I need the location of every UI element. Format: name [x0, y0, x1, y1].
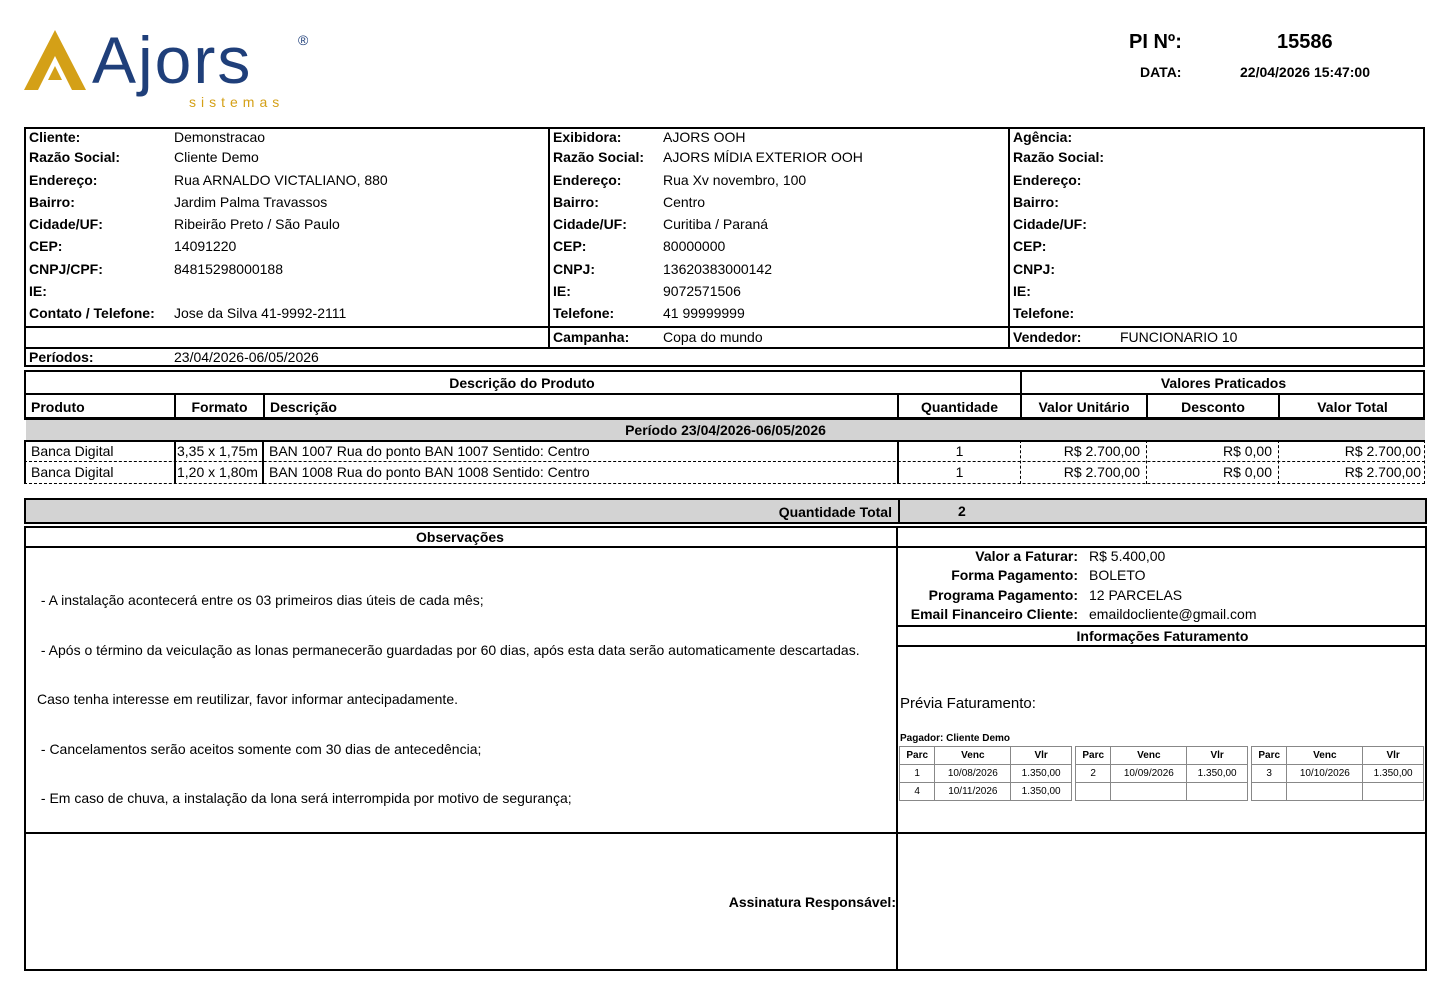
cliente-cnpj-value: 84815298000188: [174, 261, 284, 277]
section-valores-praticados: Valores Praticados: [1160, 375, 1287, 391]
exibidora-razao-label: Razão Social:: [553, 149, 645, 165]
parcela-row: [1076, 765, 1248, 783]
item-descricao: BAN 1008 Rua do ponto BAN 1008 Sentido: Centro: [269, 464, 590, 480]
observacao-line: - Cancelamentos serão aceitos somente com 30 dias de antecedência;: [37, 740, 482, 757]
campanha-label: Campanha:: [553, 329, 630, 345]
parcela-row: [1252, 765, 1424, 783]
agencia-telefone-label: Telefone:: [1013, 305, 1075, 321]
divider: [263, 395, 265, 419]
cliente-endereco-label: Endereço:: [29, 172, 98, 188]
observacao-line: - A instalação acontecerá entre os 03 primeiros dias úteis de cada mês;: [37, 592, 484, 608]
item-quantidade: 1: [955, 464, 964, 480]
item-formato: 3,35 x 1,75m: [177, 443, 258, 459]
cliente-value: Demonstracao: [174, 129, 266, 145]
divider: [24, 440, 26, 484]
venc-header: Venc: [1287, 747, 1363, 765]
parcelas-table-1: [899, 746, 1072, 801]
divider: [24, 461, 1425, 462]
previa-faturamento-label: Prévia Faturamento:: [900, 695, 1036, 712]
divider: [898, 498, 900, 524]
parc-venc: 10/11/2026: [935, 783, 1011, 801]
pi-number: 15586: [1277, 31, 1333, 53]
observacao-line: Caso tenha interesse em reutilizar, favor informar antecipadamente.: [37, 691, 458, 707]
vlr-header: Vlr: [1011, 747, 1072, 765]
agencia-cnpj-label: CNPJ:: [1013, 261, 1056, 277]
divider: [1020, 440, 1021, 484]
campanha-value: Copa do mundo: [663, 329, 763, 345]
exibidora-telefone-value: 41 99999999: [663, 305, 745, 321]
divider: [548, 127, 550, 348]
parcelas-table-2: [1075, 746, 1248, 801]
parc-header: Parc: [1252, 747, 1287, 765]
email-financeiro-value: emaildocliente@gmail.com: [1089, 606, 1257, 622]
cliente-cnpj-label: CNPJ/CPF:: [29, 261, 103, 277]
exibidora-razao-value: AJORS MÍDIA EXTERIOR OOH: [663, 149, 863, 165]
exibidora-cep-label: CEP:: [553, 238, 587, 254]
parc-number: 4: [900, 783, 935, 801]
item-valor-total: R$ 2.700,00: [1344, 464, 1421, 480]
logo: [22, 23, 322, 116]
observacao-line: - Após o término da veiculação as lonas permanecerão guardadas por 60 dias, após esta data serão automaticamente descartadas.: [37, 641, 860, 658]
exibidora-bairro-value: Centro: [663, 194, 706, 210]
col-descricao: Descrição: [270, 399, 337, 415]
parc-vlr: 1.350,00: [1363, 765, 1424, 783]
valor-faturar-value: R$ 5.400,00: [1089, 548, 1166, 564]
divider: [24, 326, 1425, 328]
periodos-label: Períodos:: [29, 349, 94, 365]
parcela-row: [900, 783, 1072, 801]
divider: [262, 440, 264, 484]
item-desconto: R$ 0,00: [1222, 464, 1272, 480]
exibidora-endereco-label: Endereço:: [553, 172, 622, 188]
quantidade-total-label: Quantidade Total: [778, 504, 892, 520]
item-descricao: BAN 1007 Rua do ponto BAN 1007 Sentido: Centro: [269, 443, 590, 459]
col-valor-total: Valor Total: [1317, 399, 1388, 415]
quantidade-total-value: 2: [958, 503, 966, 519]
logo-registered: ®: [298, 32, 309, 48]
parc-venc: 10/08/2026: [935, 765, 1011, 783]
forma-pagamento-value: BOLETO: [1089, 567, 1146, 583]
parc-number: 3: [1252, 765, 1287, 783]
cliente-cep-value: 14091220: [174, 238, 237, 254]
agencia-endereco-label: Endereço:: [1013, 172, 1082, 188]
periodo-header-row: Período 23/04/2026-06/05/2026: [26, 420, 1425, 442]
periodos-value: 23/04/2026-06/05/2026: [174, 349, 319, 365]
parcela-row: [1076, 783, 1248, 801]
divider: [24, 393, 1425, 395]
vendedor-label: Vendedor:: [1013, 329, 1082, 345]
email-financeiro-label: Email Financeiro Cliente:: [910, 606, 1078, 622]
agencia-cep-label: CEP:: [1013, 238, 1047, 254]
parc-number: 1: [900, 765, 935, 783]
logo-mark-icon: [22, 28, 88, 94]
parcela-row: [1252, 783, 1424, 801]
assinatura-label: Assinatura Responsável:: [728, 894, 896, 910]
venc-header: Venc: [935, 747, 1011, 765]
exibidora-value: AJORS OOH: [663, 129, 746, 145]
divider: [174, 440, 176, 484]
cliente-bairro-value: Jardim Palma Travassos: [174, 194, 328, 210]
exibidora-label: Exibidora:: [553, 129, 622, 145]
agencia-razao-label: Razão Social:: [1013, 149, 1105, 165]
forma-pagamento-label: Forma Pagamento:: [951, 567, 1078, 583]
agencia-ie-label: IE:: [1013, 283, 1031, 299]
exibidora-cnpj-label: CNPJ:: [553, 261, 596, 277]
exibidora-cidade-label: Cidade/UF:: [553, 216, 627, 232]
cliente-razao-label: Razão Social:: [29, 149, 121, 165]
cliente-ie-label: IE:: [29, 283, 47, 299]
parc-vlr: 1.350,00: [1011, 765, 1072, 783]
logo-text: Ajors: [92, 23, 253, 97]
cliente-cep-label: CEP:: [29, 238, 63, 254]
venc-header: Venc: [1111, 747, 1187, 765]
valor-faturar-label: Valor a Faturar:: [975, 548, 1078, 564]
observacoes-text: [37, 559, 860, 823]
data-label: DATA:: [1140, 64, 1182, 80]
logo-subtext: sistemas: [189, 94, 285, 110]
agencia-label: Agência:: [1013, 129, 1073, 145]
parcela-row: [900, 765, 1072, 783]
exibidora-ie-label: IE:: [553, 283, 571, 299]
vlr-header: Vlr: [1187, 747, 1248, 765]
col-desconto: Desconto: [1181, 399, 1245, 415]
informacoes-faturamento-title: Informações Faturamento: [1076, 628, 1249, 644]
item-produto: Banca Digital: [31, 443, 114, 459]
item-valor-total: R$ 2.700,00: [1344, 443, 1421, 459]
parc-venc: 10/09/2026: [1111, 765, 1187, 783]
divider: [1146, 440, 1147, 484]
item-formato: 1,20 x 1,80m: [177, 464, 258, 480]
cliente-cidade-value: Ribeirão Preto / São Paulo: [174, 216, 340, 232]
divider: [1424, 440, 1425, 484]
divider: [24, 546, 1427, 548]
observacao-line: - Em caso de chuva, a instalação da lona será interrompida por motivo de segurança;: [37, 790, 572, 806]
divider: [1008, 127, 1010, 348]
item-desconto: R$ 0,00: [1222, 443, 1272, 459]
parc-venc: 10/10/2026: [1287, 765, 1363, 783]
cliente-razao-value: Cliente Demo: [174, 149, 259, 165]
item-valor-unitario: R$ 2.700,00: [1063, 464, 1140, 480]
divider: [896, 625, 1427, 627]
cliente-contato-value: Jose da Silva 41-9992-2111: [174, 305, 347, 321]
programa-pagamento-label: Programa Pagamento:: [928, 587, 1078, 603]
exibidora-cidade-value: Curitiba / Paraná: [663, 216, 769, 232]
programa-pagamento-value: 12 PARCELAS: [1089, 587, 1183, 603]
col-quantidade: Quantidade: [920, 399, 998, 415]
section-descricao-produto: Descrição do Produto: [449, 375, 595, 391]
parc-header: Parc: [1076, 747, 1111, 765]
observacoes-title: Observações: [416, 529, 504, 545]
exibidora-ie-value: 9072571506: [663, 283, 741, 299]
divider: [24, 832, 1427, 834]
exibidora-bairro-label: Bairro:: [553, 194, 599, 210]
vlr-header: Vlr: [1363, 747, 1424, 765]
parc-vlr: 1.350,00: [1011, 783, 1072, 801]
cliente-endereco-value: Rua ARNALDO VICTALIANO, 880: [174, 172, 388, 188]
pi-label: PI Nº:: [1129, 31, 1182, 53]
parc-number: 2: [1076, 765, 1111, 783]
agencia-cidade-label: Cidade/UF:: [1013, 216, 1087, 232]
exibidora-cep-value: 80000000: [663, 238, 726, 254]
parc-header: Parc: [900, 747, 935, 765]
cliente-cidade-label: Cidade/UF:: [29, 216, 103, 232]
item-quantidade: 1: [955, 443, 964, 459]
agencia-bairro-label: Bairro:: [1013, 194, 1059, 210]
exibidora-cnpj-value: 13620383000142: [663, 261, 773, 277]
parcelas-table-3: [1251, 746, 1424, 801]
cliente-bairro-label: Bairro:: [29, 194, 75, 210]
divider: [1278, 440, 1279, 484]
vendedor-value: FUNCIONARIO 10: [1120, 329, 1238, 345]
item-valor-unitario: R$ 2.700,00: [1063, 443, 1140, 459]
divider: [897, 440, 899, 484]
col-produto: Produto: [31, 399, 85, 415]
col-valor-unitario: Valor Unitário: [1038, 399, 1130, 415]
data-value: 22/04/2026 15:47:00: [1240, 64, 1370, 80]
exibidora-endereco-value: Rua Xv novembro, 100: [663, 172, 807, 188]
cliente-contato-label: Contato / Telefone:: [29, 305, 155, 321]
item-produto: Banca Digital: [31, 464, 114, 480]
divider: [24, 483, 1425, 484]
parc-vlr: 1.350,00: [1187, 765, 1248, 783]
divider: [896, 645, 1427, 647]
exibidora-telefone-label: Telefone:: [553, 305, 615, 321]
col-formato: Formato: [191, 399, 248, 415]
cliente-label: Cliente:: [29, 129, 81, 145]
pagador-label: Pagador: Cliente Demo: [900, 733, 1011, 744]
